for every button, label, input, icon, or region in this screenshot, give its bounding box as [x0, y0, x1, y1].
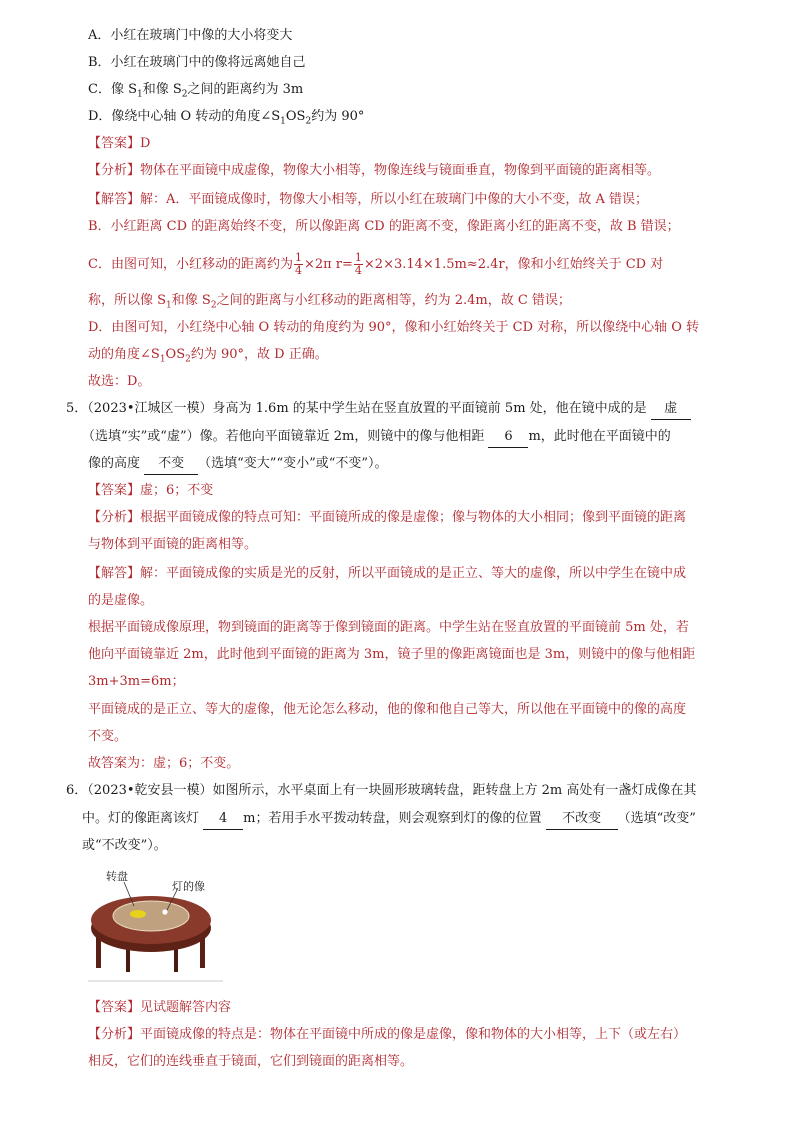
q4-solution-line: 【解答】解：A．平面镜成像时，物像大小相等，所以小红在玻璃门中像的大小不变，故 A 错误； — [88, 192, 649, 207]
q4-solution-line: D．由图可知，小红绕中心轴 O 转动的角度约为 90°，像和小红始终关于 CD 对称，所以像绕中心轴 O 转 — [88, 320, 700, 335]
fraction: $\frac{1}{4}$ — [354, 251, 362, 277]
q6-stem-line: 或“不改变”）。 — [82, 838, 167, 853]
q5-solution-line: 平面镜成的是正立、等大的虚像，他无论怎么移动，他的像和他自己等大，所以他在平面镜中的像的高度 — [88, 702, 687, 717]
q5-solution-line: 【解答】解：平面镜成像的实质是光的反射，所以平面镜成的是正立、等大的虚像，所以中学生在镜中成 — [88, 566, 687, 581]
q5-solution-line: 不变。 — [88, 729, 128, 744]
fraction: $\frac{1}{4}$ — [294, 251, 302, 277]
q6-answer: 【答案】见试题解答内容 — [88, 1000, 232, 1015]
figure-label-turntable: 转盘 — [106, 870, 128, 883]
q5-solution-line: 根据平面镜成像原理，物到镜面的距离等于像到镜面的距离。中学生站在竖直放置的平面镜前 5m 处，若 — [88, 620, 689, 635]
q5-answer: 【答案】虚；6；不变 — [88, 483, 214, 498]
q4-option-b: B．小红在玻璃门中的像将远离她自己 — [88, 55, 306, 70]
turntable-figure — [88, 866, 228, 986]
q5-analysis: 【分析】根据平面镜成像的特点可知：平面镜所成的像是虚像；像与物体的大小相同；像到平面镜的距离 — [88, 510, 687, 525]
q6-analysis: 【分析】平面镜成像的特点是：物体在平面镜中所成的像是虚像，像和物体的大小相等，上下（或左右） — [88, 1027, 687, 1042]
q4-choice: 故选：D。 — [88, 374, 151, 389]
q5-final-answer: 故答案为：虚；6；不变。 — [88, 756, 240, 771]
q4-analysis: 【分析】物体在平面镜中成虚像，物像大小相等，物像连线与镜面垂直，物像到平面镜的距离相等。 — [88, 163, 661, 178]
lamp-image-dot — [162, 909, 167, 914]
q4-solution-line: C．由图可知，小红移动的距离约为 $\frac{1}{4}$ ×2π r= $\frac{1}{4}$ ×2×3.14×1.5m≈2.4r，像和小红始终关于 CD 对 — [88, 251, 664, 277]
q6-analysis: 相反，它们的连线垂直于镜面，它们到镜面的距离相等。 — [88, 1054, 414, 1069]
q4-solution-line: 称，所以像 $S_1$和像 $S_2$之间的距离与小红移动的距离相等，约为 2.4m，故 C 错误； — [88, 293, 571, 311]
q5-solution-line: 他向平面镜靠近 2m，此时他到平面镜的距离为 3m，镜子里的像距离镜面也是 3m，则镜中的像与他相距 — [88, 647, 696, 662]
q6-blank-1: 4 — [203, 809, 243, 830]
q5-solution-line: 的是虚像。 — [88, 593, 154, 608]
q4-answer: 【答案】D — [88, 136, 151, 151]
q4-solution-line: B．小红距离 CD 的距离始终不变，所以像距离 CD 的距离不变，像距离小红的距离不变，故 B 错误； — [88, 219, 680, 234]
q4-option-d: D．像绕中心轴 O 转动的角度$\angle S_1OS_2$约为 90° — [88, 109, 365, 127]
q5-stem-line: 5．（2023•江城区一模）身高为 1.6m 的某中学生站在竖直放置的平面镜前 5m 处，他在镜中成的是 虚 — [66, 399, 691, 420]
q5-solution-line: 3m+3m=6m； — [88, 674, 185, 689]
q6-stem-line: 6．（2023•乾安县一模）如图所示，水平桌面上有一块圆形玻璃转盘，距转盘上方 2m 高处有一盏灯成像在其 — [66, 783, 697, 798]
turntable-center — [130, 910, 146, 918]
q5-analysis: 与物体到平面镜的距离相等。 — [88, 537, 258, 552]
figure-label-lamp-image: 灯的像 — [172, 880, 205, 893]
q4-option-a: A．小红在玻璃门中像的大小将变大 — [88, 28, 293, 43]
q4-solution-line: 动的角度$\angle S_1OS_2$约为 90°，故 D 正确。 — [88, 347, 328, 365]
q5-stem-line: 像的高度 不变 （选填“变大”“变小”或“不变”）。 — [88, 454, 388, 475]
q5-blank-1: 虚 — [651, 399, 691, 420]
q6-stem-line: 中。灯的像距离该灯 4 m；若用手水平拨动转盘，则会观察到灯的像的位置 不改变 （选填“改变” — [82, 809, 696, 830]
q5-blank-3: 不变 — [144, 454, 198, 475]
q6-blank-2: 不改变 — [546, 809, 618, 830]
q5-blank-2: 6 — [488, 427, 528, 448]
turntable-illustration — [88, 866, 228, 986]
q5-stem-line: （选填“实”或“虚”）像。若他向平面镜靠近 2m，则镜中的像与他相距 6 m，此时他在平面镜中的 — [82, 427, 671, 448]
q4-option-c: C．像 $S_1$和像 $S_2$之间的距离约为 3m — [88, 82, 304, 100]
